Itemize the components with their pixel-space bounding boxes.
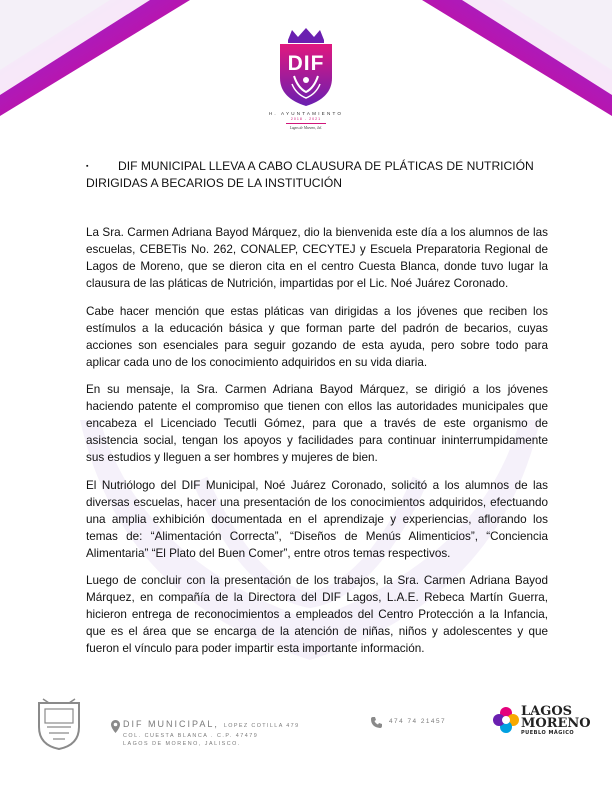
paragraph: La Sra. Carmen Adriana Bayod Márquez, dio la bienvenida este día a los alumnos de las escuelas, CEBETis No. 262, CONALEP, CECYTEJ y Escuela Preparatoria Regional de Lagos de Moreno, que se dieron cita en el centro Cuesta Blanca, donde tuvo lugar la clausura de las pláticas de Nutrición, impartidas por el Lic. Noé Juárez Coronado.: [86, 226, 548, 290]
lagos-line-2: MORENO: [521, 716, 591, 731]
lagos-line-1: LAGOS: [521, 704, 573, 719]
headline: [86, 158, 548, 192]
logo-dif-text: DIF: [287, 52, 325, 75]
paragraph: Luego de concluir con la presentación de los trabajos, la Sra. Carmen Adriana Bayod Márquez, en compañía de la Directora del DIF Lagos, L.A.E. Rebeca Martín Guerra, hicieron entrega de reconocimientos a empleados del Centro Protección a la Infancia, que es el área que se encarga de la atención de niñas, niños y adolescentes y que fueron el vínculo para poder impartir esta importante información.: [86, 574, 548, 655]
footer-address: [123, 714, 299, 748]
footer-org: DIF MUNICIPAL,: [123, 719, 219, 729]
lagos-flower-icon: [492, 706, 520, 734]
dif-logo: [250, 28, 362, 130]
logo-divider: [286, 123, 326, 124]
footer-city: LAGOS DE MORENO, JALISCO.: [123, 741, 241, 747]
headline-text: DIF MUNICIPAL LLEVA A CABO CLAUSURA DE PLÁTICAS DE NUTRICIÓN DIRIGIDAS A BECARIOS DE LA INSTITUCIÓN: [86, 159, 534, 190]
headline-bullet: ▪: [86, 163, 89, 170]
map-pin-icon: [111, 720, 120, 733]
phone-icon: [371, 717, 382, 728]
corner-decoration-right: [422, 0, 612, 116]
paragraph: El Nutriólogo del DIF Municipal, Noé Juárez Coronado, solicitó a los alumnos de las diversas escuelas, hacer una presentación de los conocimientos adquiridos, efectuando una amplia exhibición documentada en el aprendizaje y experiencias, aflorando los temas de: “Alimentación Correcta”, “Diseños de Menús Alimenticios”, “Conciencia Alimentaria” “El Plato del Buen Comer”, entre otros temas respectivos.: [86, 478, 548, 560]
ayuntamiento-label: H. AYUNTAMIENTO: [268, 111, 344, 116]
footer-phone: 474 74 21457: [389, 718, 447, 725]
lagos-line-3: PUEBLO MÁGICO: [521, 730, 575, 736]
logo-town: Lagos de Moreno, Jal.: [289, 126, 323, 130]
footer-colonia: COL. CUESTA BLANCA . C.P. 47479: [123, 733, 259, 739]
municipal-seal: [35, 697, 83, 751]
article-body: [86, 224, 548, 668]
term-years: 2018 - 2021: [290, 117, 322, 121]
paragraph: Cabe hacer mención que estas pláticas van dirigidas a los jóvenes que reciben los estímulos a la educación básica y que forman parte del padrón de becarios, cuyas acciones son esenciales para seguir gozando de esta ayuda, pero sobre todo para aplicar cada uno de los conocimiento adquiridos en su vida diaria.: [86, 304, 548, 369]
lagos-wordmark: [521, 706, 591, 736]
footer-street: LOPEZ COTILLA 479: [223, 723, 300, 729]
corner-decoration-left: [0, 0, 190, 116]
paragraph: En su mensaje, la Sra. Carmen Adriana Bayod Márquez, se dirigió a los jóvenes haciendo patente el compromiso que tienen con ellos las autoridades municipales que encabeza el Licenciado Tecutli Gómez, para que a través de este organismo de asistencia social, tengan los apoyos y facilidades para continuar ininterrumpidamente sus estudios y lleguen a ser hombres y mujeres de bien.: [86, 383, 548, 464]
lagos-de-moreno-logo: [492, 704, 591, 748]
